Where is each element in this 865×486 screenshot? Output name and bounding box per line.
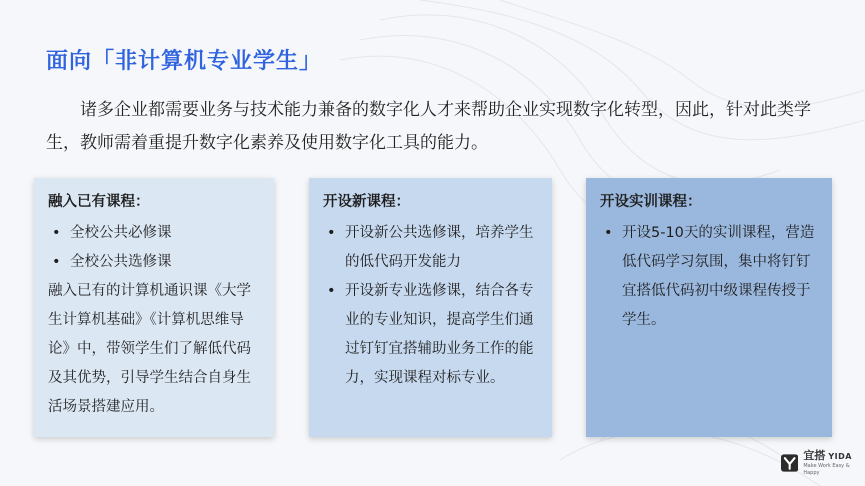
- intro-paragraph: 诸多企业都需要业务与技术能力兼备的数字化人才来帮助企业实现数字化转型，因此，针对此类学生，教师需着重提升数字化素养及使用数字化工具的能力。: [46, 100, 811, 153]
- card-heading: 开设实训课程：: [600, 194, 702, 210]
- logo-text: [803, 450, 865, 477]
- card-paragraph: 融入已有的计算机通识课《大学生计算机基础》《计算机思维导论》中，带领学生们了解低代码及其优势，引导学生结合自身生活场景搭建应用。: [48, 283, 251, 415]
- card-existing-courses: [34, 178, 274, 437]
- bullet-list: [323, 219, 538, 393]
- page-title: 面向「非计算机专业学生」: [46, 49, 323, 74]
- card-heading: 开设新课程：: [323, 194, 410, 210]
- card-training-courses: [586, 178, 832, 437]
- logo-name-cn: 宜搭: [803, 448, 826, 462]
- list-item: • 开设新专业选修课，结合各专业的专业知识，提高学生们通过钉钉宜搭辅助业务工作的能力，实现课程对标专业。: [323, 277, 538, 393]
- list-item: • 全校公共必修课: [48, 219, 260, 248]
- list-item: • 开设5-10天的实训课程，营造低代码学习氛围，集中将钉钉宜搭低代码初中级课程传授于学生。: [600, 219, 818, 335]
- logo-name: [803, 450, 865, 463]
- list-item: • 全校公共选修课: [48, 248, 260, 277]
- card-new-courses: [309, 178, 552, 437]
- card-heading: 融入已有课程：: [48, 194, 150, 210]
- bullet-list: [48, 219, 260, 277]
- logo-name-en: YIDA: [828, 451, 852, 461]
- list-item: • 开设新公共选修课，培养学生的低代码开发能力: [323, 219, 538, 277]
- logo-slogan: Make Work Easy & Happy: [803, 462, 850, 476]
- yida-logo: [781, 448, 865, 476]
- bullet-list: [600, 219, 818, 335]
- yida-logo-icon: [781, 454, 798, 472]
